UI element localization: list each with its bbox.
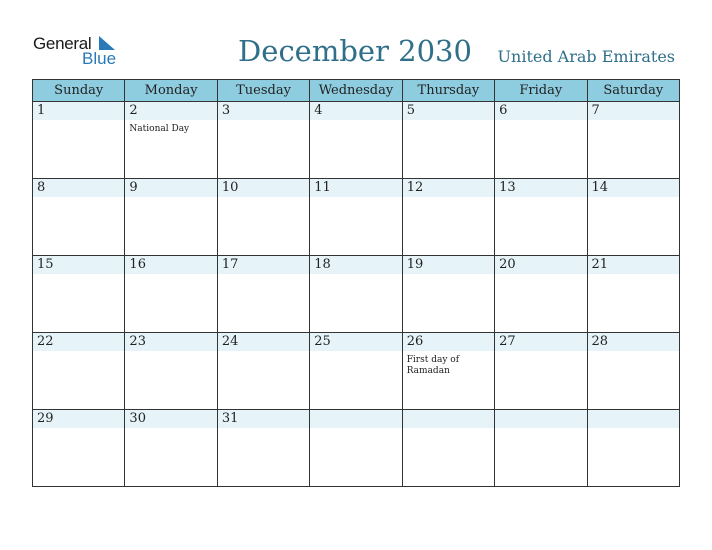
day-number [403,410,494,428]
day-cell [125,256,217,333]
day-cell [125,333,217,410]
day-cell [125,102,217,179]
holiday-label [403,274,494,278]
day-cell [402,179,494,256]
day-cell [217,102,309,179]
holiday-label [403,197,494,201]
day-cell [402,256,494,333]
holiday-label [310,351,401,355]
holiday-label [310,274,401,278]
day-number: 30 [125,410,216,428]
holiday-label [588,197,679,201]
holiday-label [218,274,309,278]
day-number [310,410,401,428]
holiday-label [495,197,586,201]
holiday-label [33,197,124,201]
day-number: 25 [310,333,401,351]
generalblue-logo [33,34,123,70]
day-number [588,410,679,428]
day-number: 14 [588,179,679,197]
weekday-header: Friday [495,80,587,102]
day-number: 3 [218,102,309,120]
holiday-label [125,197,216,201]
holiday-label [218,428,309,432]
day-number: 13 [495,179,586,197]
day-cell [310,333,402,410]
holiday-label [125,274,216,278]
day-number: 18 [310,256,401,274]
weekday-header: Wednesday [310,80,402,102]
holiday-label: National Day [129,124,190,134]
week-row [33,410,680,487]
weekday-header: Thursday [402,80,494,102]
holiday-label [33,428,124,432]
holiday-label [495,120,586,124]
day-number: 26 [403,333,494,351]
day-cell [125,179,217,256]
holiday-label [588,428,679,432]
holiday-label [588,274,679,278]
day-number: 29 [33,410,124,428]
logo-text-blue: Blue [82,49,117,68]
day-cell [33,256,125,333]
day-number: 11 [310,179,401,197]
holiday-label: First day of Ramadan [406,355,460,376]
day-number: 17 [218,256,309,274]
holiday-label [495,274,586,278]
day-cell [33,410,125,487]
logo-text-general: General [33,34,92,53]
day-cell [310,102,402,179]
holiday-label [310,120,401,124]
day-cell [217,179,309,256]
day-number: 9 [125,179,216,197]
day-number [495,410,586,428]
holiday-label [588,120,679,124]
holiday-label [403,428,494,432]
weekday-header: Saturday [587,80,679,102]
day-number: 31 [218,410,309,428]
holiday-label [33,120,124,124]
logo-triangle-icon [97,36,117,50]
day-cell [587,179,679,256]
day-cell [33,179,125,256]
calendar-grid [32,79,680,487]
day-number: 10 [218,179,309,197]
week-row [33,102,680,179]
holiday-label [310,428,401,432]
day-cell [310,410,402,487]
weekday-header: Tuesday [217,80,309,102]
day-number: 7 [588,102,679,120]
day-number: 19 [403,256,494,274]
week-row [33,333,680,410]
day-number: 15 [33,256,124,274]
weekday-header: Monday [125,80,217,102]
weekday-header: Sunday [33,80,125,102]
holiday-label [495,351,586,355]
holiday-label [588,351,679,355]
day-number: 22 [33,333,124,351]
day-cell [402,410,494,487]
holiday-label [495,428,586,432]
calendar-title: December 2030 [238,34,472,68]
day-number: 6 [495,102,586,120]
day-number: 16 [125,256,216,274]
day-number: 24 [218,333,309,351]
day-cell [587,102,679,179]
day-cell [495,179,587,256]
day-cell [495,410,587,487]
holiday-label [403,120,494,124]
day-cell [33,102,125,179]
holiday-label [125,351,216,355]
day-cell [310,256,402,333]
day-number: 28 [588,333,679,351]
day-number: 4 [310,102,401,120]
day-number: 23 [125,333,216,351]
day-number: 2 [125,102,216,120]
day-cell [402,333,494,410]
holiday-label [125,428,216,432]
day-cell [33,333,125,410]
day-cell [587,333,679,410]
holiday-label [310,197,401,201]
weekday-header-row [33,80,680,102]
day-cell [310,179,402,256]
holiday-label [218,120,309,124]
holiday-label [33,351,124,355]
day-cell [217,256,309,333]
day-number: 8 [33,179,124,197]
day-number: 20 [495,256,586,274]
country-name: United Arab Emirates [497,47,675,66]
day-cell [587,256,679,333]
holiday-label [33,274,124,278]
day-cell [495,333,587,410]
day-cell [587,410,679,487]
week-row [33,256,680,333]
day-number: 27 [495,333,586,351]
holiday-label [218,197,309,201]
day-cell [495,102,587,179]
day-number: 12 [403,179,494,197]
day-cell [125,410,217,487]
week-row [33,179,680,256]
day-number: 21 [588,256,679,274]
day-cell [217,333,309,410]
holiday-label [218,351,309,355]
day-number: 5 [403,102,494,120]
day-cell [495,256,587,333]
day-number: 1 [33,102,124,120]
day-cell [217,410,309,487]
day-cell [402,102,494,179]
